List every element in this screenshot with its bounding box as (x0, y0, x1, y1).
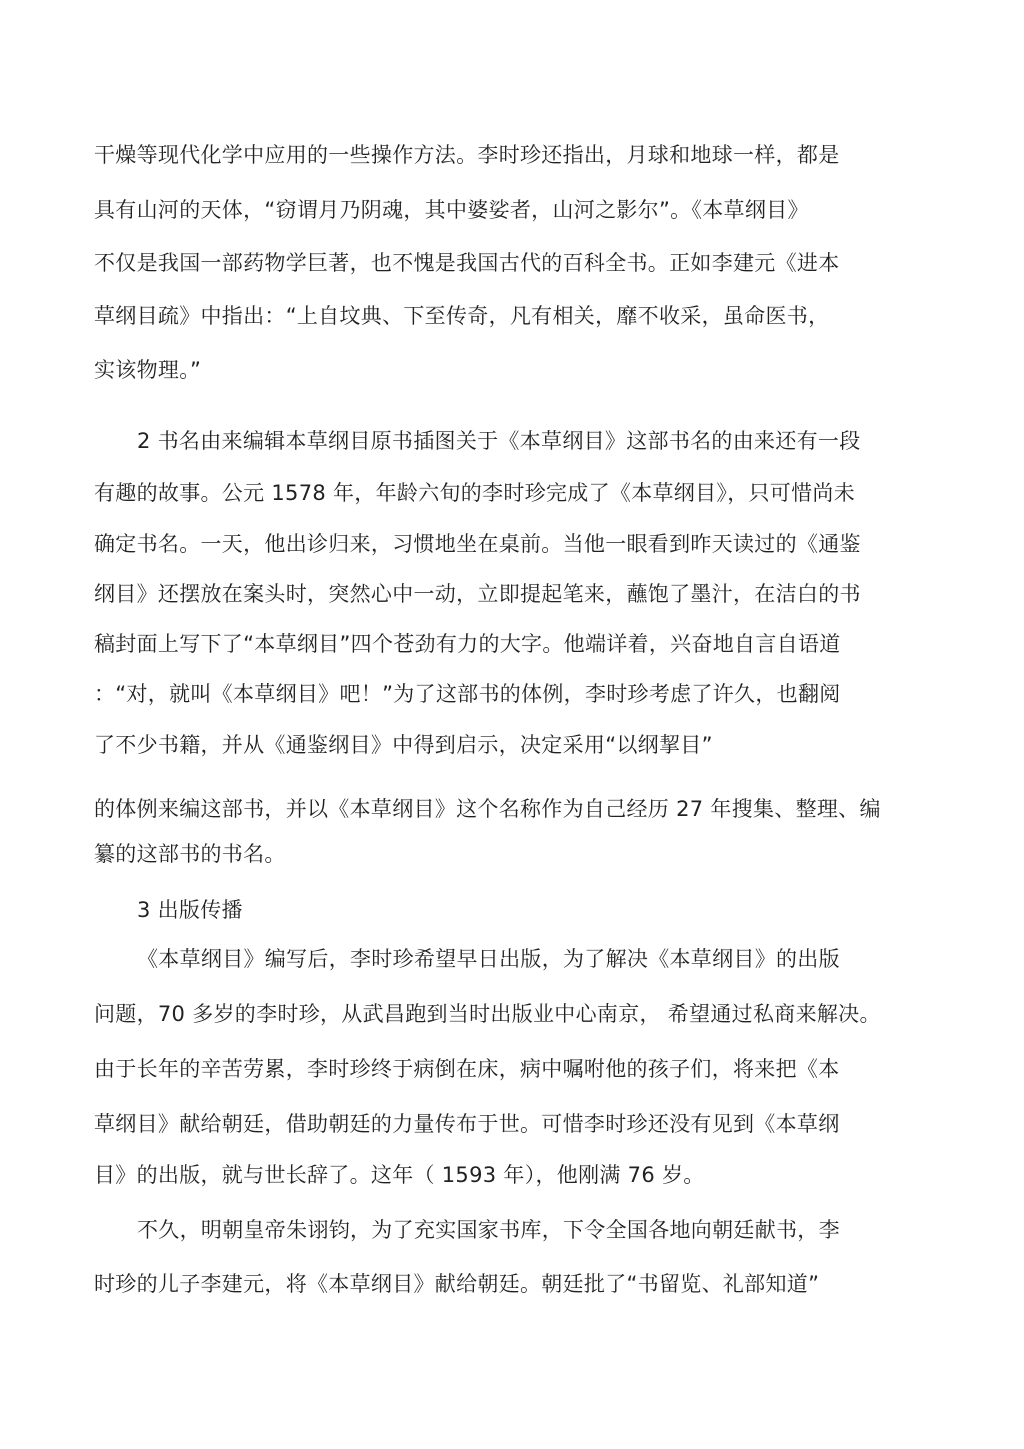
text-line: 确定书名。一天，他出诊归来，习惯地坐在桌前。当他一眼看到昨天读过的《通鉴 (94, 532, 861, 556)
text-line: 时珍的儿子李建元，将《本草纲目》献给朝廷。朝廷批了“书留览、礼部知道” (94, 1272, 820, 1296)
text-line: ：“对，就叫《本草纲目》吧！”为了这部书的体例，李时珍考虑了许久，也翻阅 (94, 682, 841, 706)
text-line: 具有山河的天体，“窃谓月乃阴魂，其中婆娑者，山河之影尔”。《本草纲目》 (94, 198, 809, 222)
text-line: 草纲目》献给朝廷，借助朝廷的力量传布于世。可惜李时珍还没有见到《本草纲 (94, 1112, 840, 1136)
text-line: 由于长年的辛苦劳累，李时珍终于病倒在床，病中嘱咐他的孩子们，将来把《本 (94, 1057, 840, 1081)
text-line: 不久，明朝皇帝朱诩钧，为了充实国家书库，下令全国各地向朝廷献书，李 (137, 1218, 840, 1242)
text-line: 稿封面上写下了“本草纲目”四个苍劲有力的大字。他端详着，兴奋地自言自语道 (94, 632, 841, 656)
section-heading-line: 2 书名由来编辑本草纲目原书插图关于《本草纲目》这部书名的由来还有一段 (137, 429, 861, 453)
text-line: 《本草纲目》编写后，李时珍希望早日出版，为了解决《本草纲目》的出版 (137, 947, 840, 971)
text-line: 的体例来编这部书，并以《本草纲目》这个名称作为自己经历 27 年搜集、整理、编 (94, 797, 881, 821)
text-line: 不仅是我国一部药物学巨著，也不愧是我国古代的百科全书。正如李建元《进本 (94, 251, 840, 275)
text-line: 了不少书籍，并从《通鉴纲目》中得到启示，决定采用“以纲挈目” (94, 733, 713, 757)
text-line: 实该物理。” (94, 358, 202, 382)
text-line: 目》的出版，就与世长辞了。这年（ 1593 年），他刚满 76 岁。 (94, 1163, 705, 1187)
text-line: 有趣的故事。公元 1578 年，年龄六旬的李时珍完成了《本草纲目》，只可惜尚未 (94, 481, 855, 505)
text-line: 纲目》还摆放在案头时，突然心中一动，立即提起笔来，蘸饱了墨汁，在洁白的书 (94, 582, 861, 606)
section-heading: 3 出版传播 (137, 898, 243, 922)
text-line: 纂的这部书的书名。 (94, 842, 286, 866)
text-line: 干燥等现代化学中应用的一些操作方法。李时珍还指出，月球和地球一样，都是 (94, 143, 840, 167)
text-line: 草纲目疏》中指出：“上自坟典、下至传奇，凡有相关，靡不收采，虽命医书， (94, 304, 830, 328)
text-line: 问题，70 多岁的李时珍，从武昌跑到当时出版业中心南京， 希望通过私商来解决。 (94, 1002, 881, 1026)
